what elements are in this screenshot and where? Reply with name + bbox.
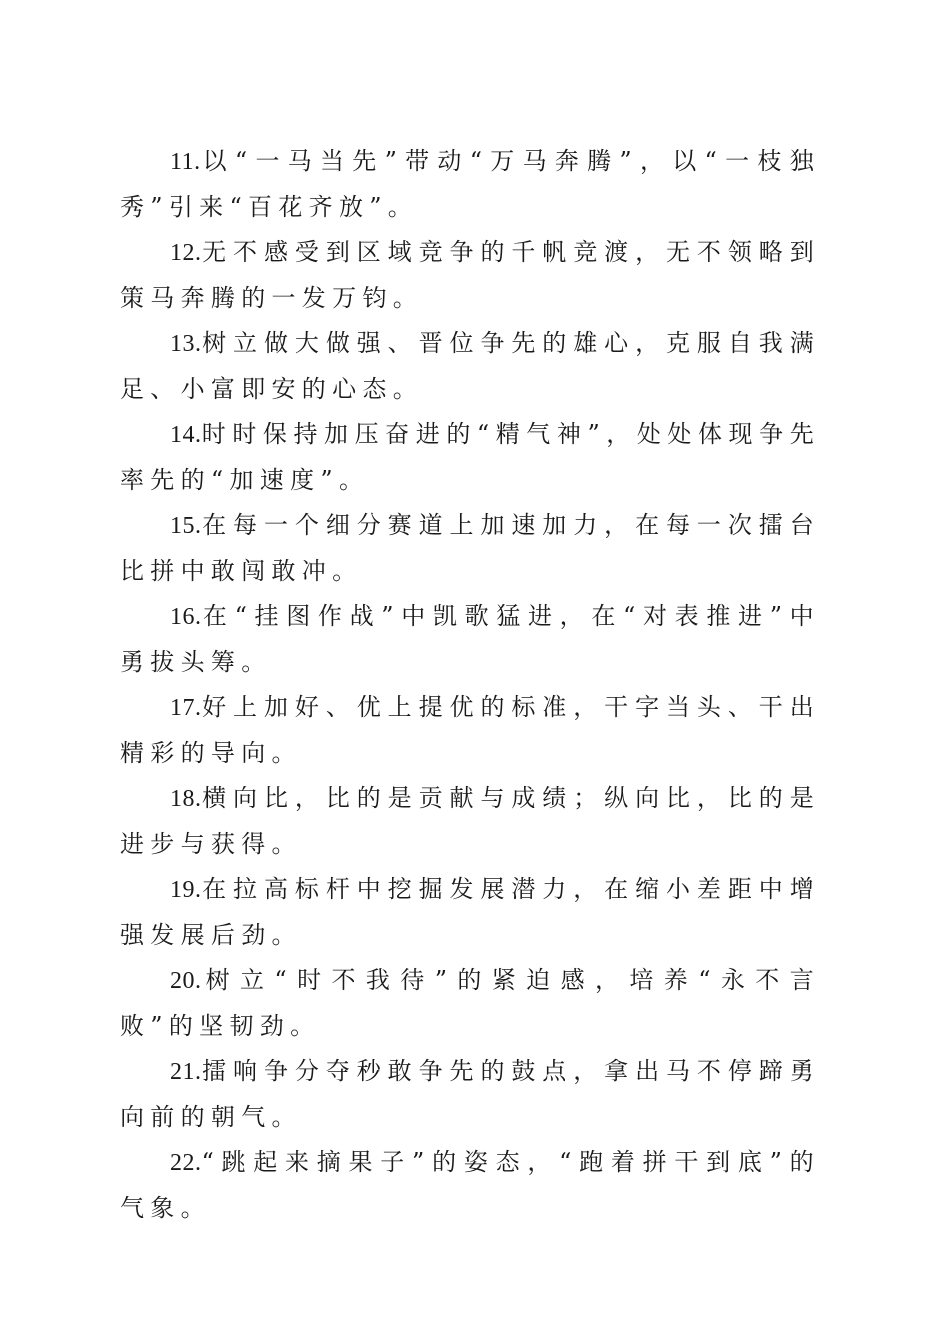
item-number: 12. bbox=[170, 240, 202, 266]
list-item-20 bbox=[120, 958, 820, 1049]
item-text: 树立“时不我待”的紧迫感，培养“永不言败”的坚韧劲。 bbox=[120, 966, 820, 1040]
list-item-17 bbox=[120, 685, 820, 776]
item-text: 在拉高标杆中挖掘发展潜力，在缩小差距中增强发展后劲。 bbox=[120, 875, 820, 949]
list-item-12 bbox=[120, 230, 820, 321]
item-text: 无不感受到区域竞争的千帆竞渡，无不领略到策马奔腾的一发万钧。 bbox=[120, 238, 820, 312]
list-item-18 bbox=[120, 776, 820, 867]
item-number: 20. bbox=[170, 968, 202, 994]
list-item-22 bbox=[120, 1140, 820, 1231]
item-text: 树立做大做强、晋位争先的雄心，克服自我满足、小富即安的心态。 bbox=[120, 329, 820, 403]
list-item-19 bbox=[120, 867, 820, 958]
item-number: 15. bbox=[170, 513, 202, 539]
item-text: 横向比，比的是贡献与成绩；纵向比，比的是进步与获得。 bbox=[120, 784, 820, 858]
item-number: 13. bbox=[170, 331, 202, 357]
item-text: 时时保持加压奋进的“精气神”，处处体现争先率先的“加速度”。 bbox=[120, 420, 820, 494]
item-number: 14. bbox=[170, 422, 202, 448]
item-text: 以“一马当先”带动“万马奔腾”，以“一枝独秀”引来“百花齐放”。 bbox=[120, 147, 820, 221]
item-number: 21. bbox=[170, 1059, 202, 1085]
item-number: 11. bbox=[170, 149, 201, 175]
list-item-16 bbox=[120, 594, 820, 685]
item-text: 擂响争分夺秒敢争先的鼓点，拿出马不停蹄勇向前的朝气。 bbox=[120, 1057, 820, 1131]
item-number: 22. bbox=[170, 1150, 202, 1176]
list-item-11 bbox=[120, 139, 820, 230]
item-number: 18. bbox=[170, 786, 202, 812]
list-item-13 bbox=[120, 321, 820, 412]
item-text: 好上加好、优上提优的标准，干字当头、干出精彩的导向。 bbox=[120, 693, 820, 767]
item-text: “跳起来摘果子”的姿态，“跑着拼干到底”的气象。 bbox=[120, 1148, 820, 1222]
item-number: 17. bbox=[170, 695, 202, 721]
item-number: 16. bbox=[170, 604, 202, 630]
list-item-14 bbox=[120, 412, 820, 503]
item-text: 在每一个细分赛道上加速加力，在每一次擂台比拼中敢闯敢冲。 bbox=[120, 511, 820, 585]
list-item-21 bbox=[120, 1049, 820, 1140]
numbered-list bbox=[120, 139, 820, 1231]
item-number: 19. bbox=[170, 877, 202, 903]
item-text: 在“挂图作战”中凯歌猛进，在“对表推进”中勇拔头筹。 bbox=[120, 602, 820, 676]
list-item-15 bbox=[120, 503, 820, 594]
